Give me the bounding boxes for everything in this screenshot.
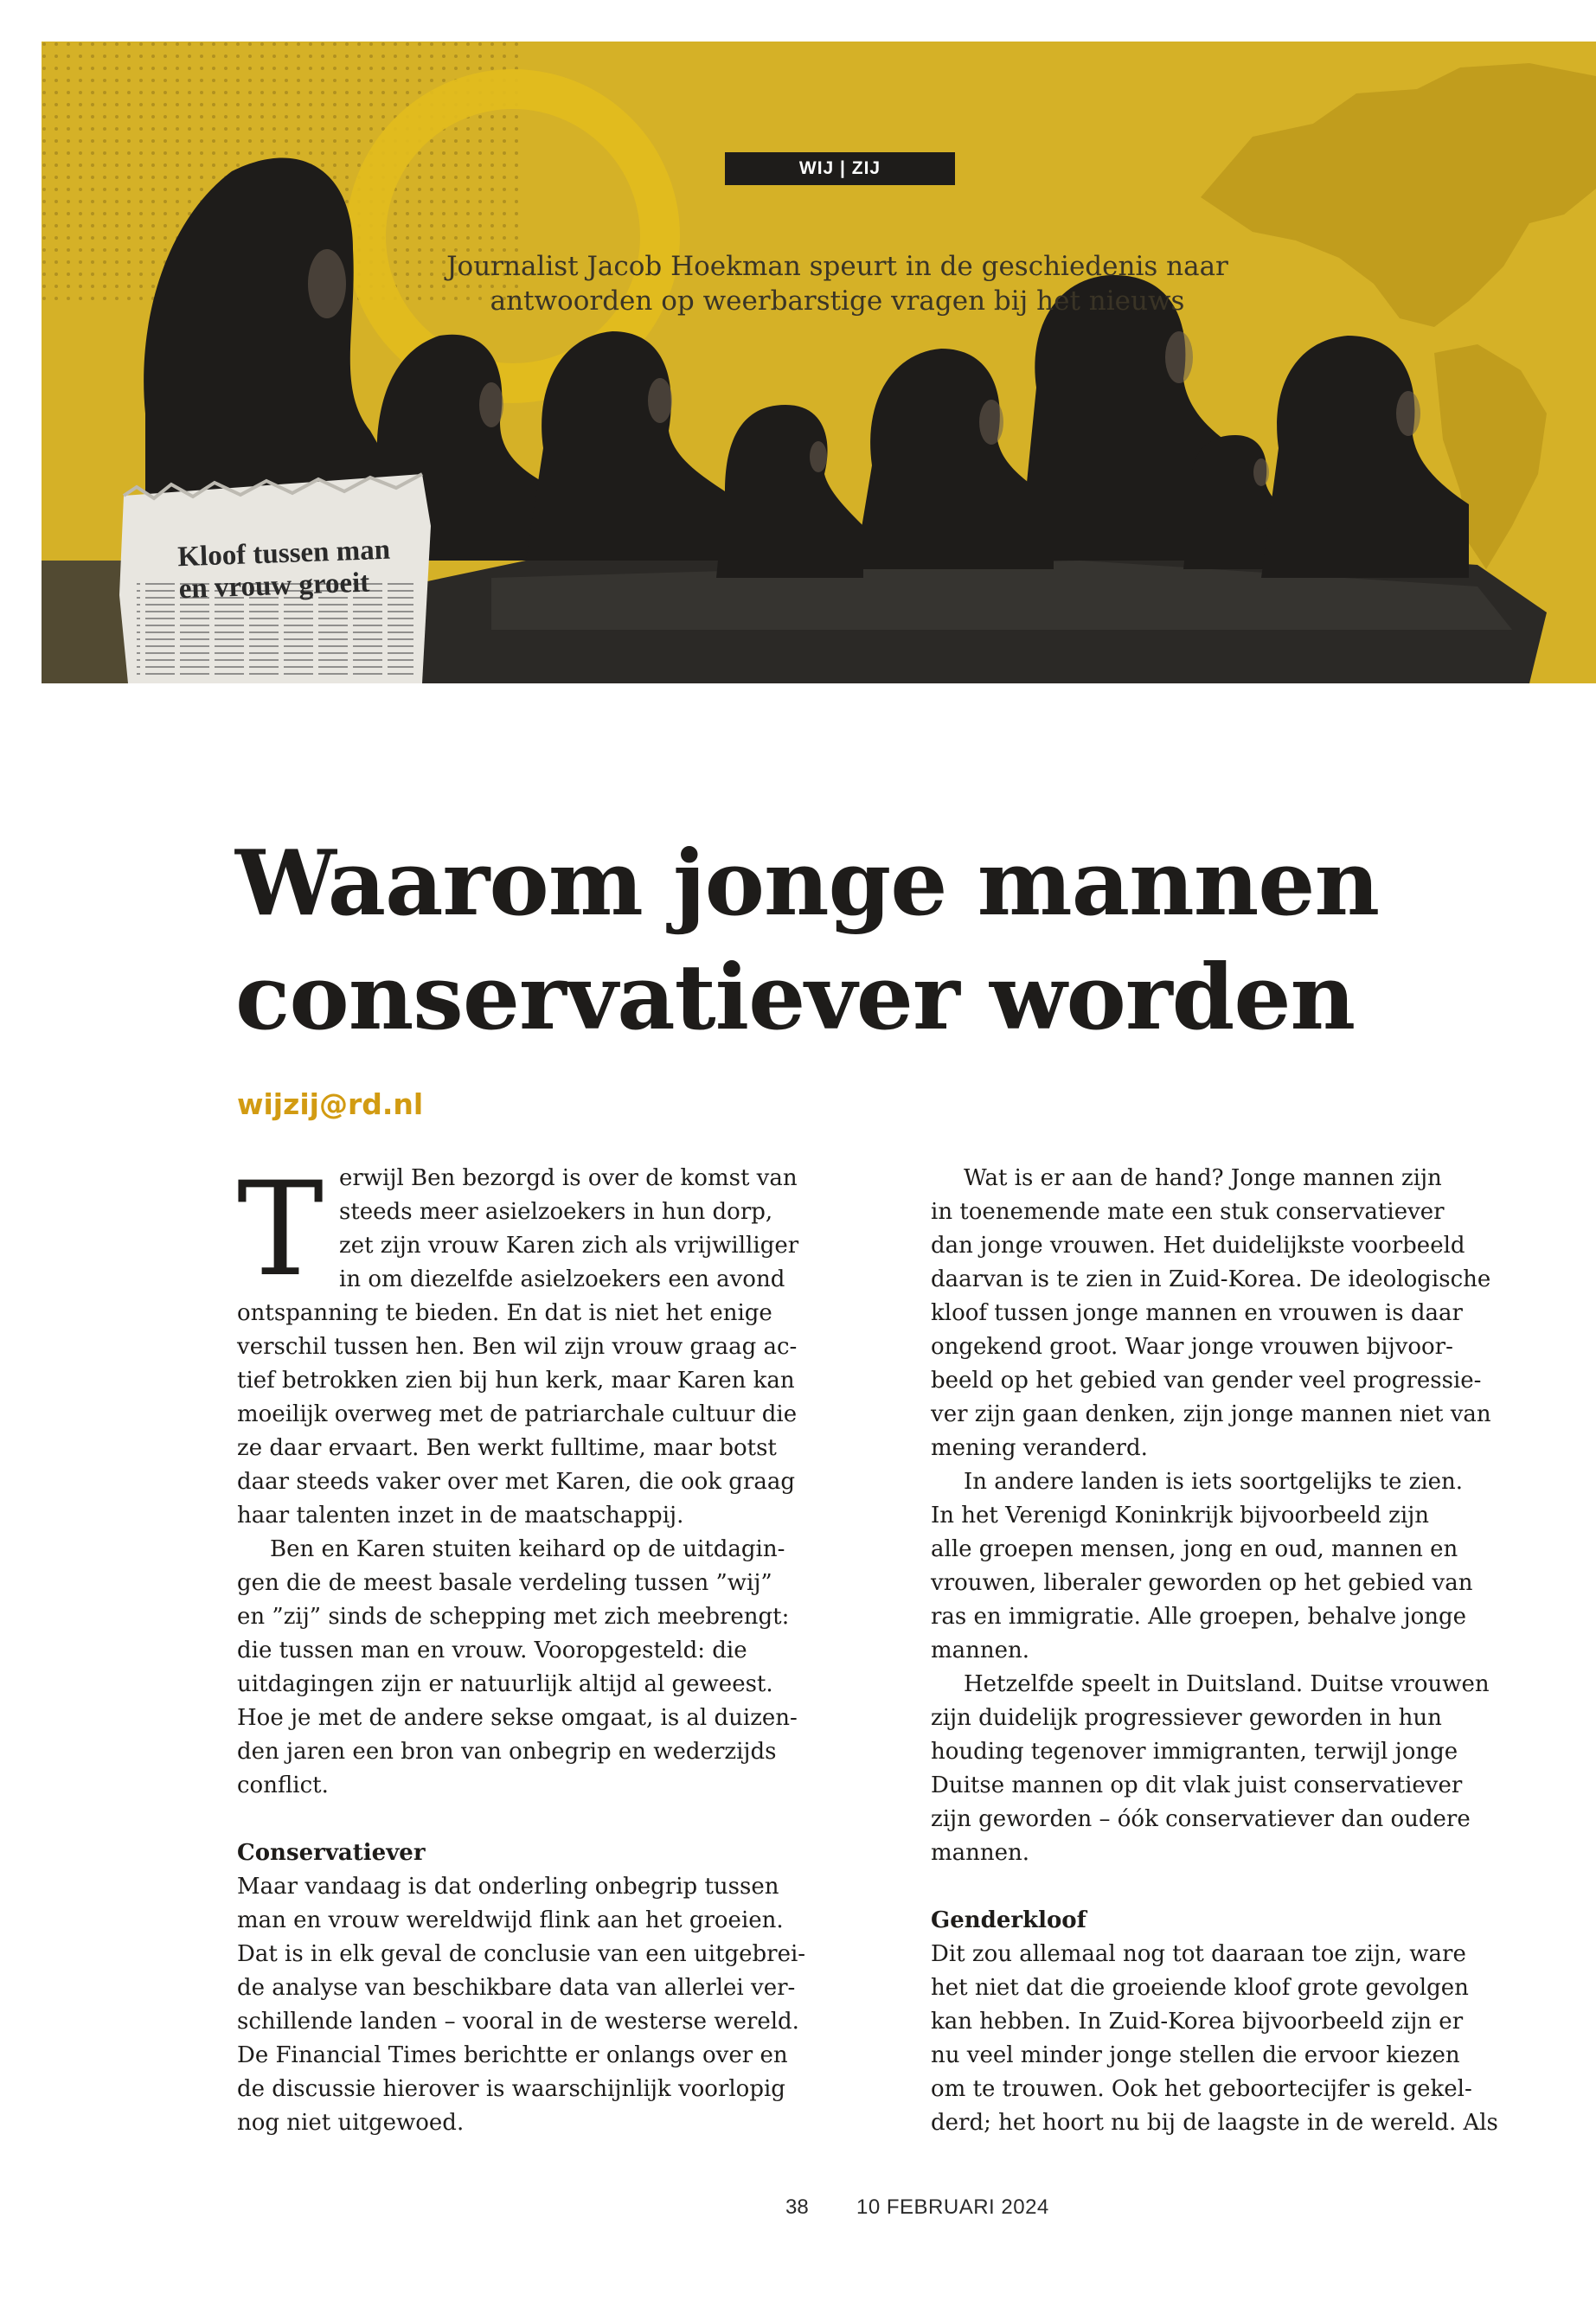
- hero-illustration: [42, 42, 1596, 683]
- body-text-line: moeilijk overweg met de patriarchale cultuur die: [237, 1401, 798, 1427]
- body-text-line: derd; het hoort nu bij de laagste in de wereld. Als: [931, 2110, 1498, 2136]
- body-text-line: In andere landen is iets soortgelijks te zien.: [964, 1469, 1464, 1495]
- body-text-line: in toenemende mate een stuk conservatiever: [931, 1199, 1445, 1225]
- clipping-headline: [177, 533, 439, 606]
- page-number: 38: [785, 2195, 809, 2219]
- body-text-line: ongekend groot. Waar jonge vrouwen bijvoor-: [931, 1334, 1453, 1360]
- contact-email-link[interactable]: wijzij@rd.nl: [237, 1087, 424, 1121]
- body-text-line: kloof tussen jonge mannen en vrouwen is daar: [931, 1300, 1463, 1326]
- intro-line: Journalist Jacob Hoekman speurt in de geschiedenis naar: [446, 251, 1228, 282]
- article-column-left: [237, 1155, 806, 2140]
- body-text-line: alle groepen mensen, jong en oud, mannen en: [931, 1536, 1458, 1562]
- body-text-line: nu veel minder jonge stellen die ervoor kiezen: [931, 2042, 1460, 2068]
- body-text-line: verschil tussen hen. Ben wil zijn vrouw graag ac-: [237, 1334, 798, 1360]
- drop-cap: T: [237, 1155, 324, 1305]
- body-text-line: de analyse van beschikbare data van allerlei ver-: [237, 1975, 796, 2001]
- section-subheading: Conservatiever: [237, 1840, 426, 1866]
- body-text-line: Wat is er aan de hand? Jonge mannen zijn: [964, 1165, 1442, 1191]
- body-text-line: ze daar ervaart. Ben werkt fulltime, maar botst: [237, 1435, 777, 1461]
- body-text-line: houding tegenover immigranten, terwijl jonge: [931, 1739, 1458, 1765]
- body-text-line: zijn geworden – óók conservatiever dan oudere: [931, 1806, 1471, 1832]
- body-text-line: erwijl Ben bezorgd is over de komst van: [339, 1165, 798, 1191]
- body-text-line: conflict.: [237, 1772, 329, 1798]
- body-text-line: die tussen man en vrouw. Vooropgesteld: die: [237, 1638, 747, 1663]
- body-text-line: De Financial Times berichtte er onlangs over en: [237, 2042, 788, 2068]
- body-text-line: daarvan is te zien in Zuid-Korea. De ideologische: [931, 1266, 1491, 1292]
- body-text-line: schillende landen – vooral in de westerse wereld.: [237, 2009, 799, 2035]
- body-text-line: gen die de meest basale verdeling tussen ”wij”: [237, 1570, 772, 1596]
- body-text-line: het niet dat die groeiende kloof grote gevolgen: [931, 1975, 1469, 2001]
- column-intro: [405, 249, 1270, 318]
- body-text-line: Duitse mannen op dit vlak juist conservatiever: [931, 1772, 1463, 1798]
- issue-date: 10 FEBRUARI 2024: [856, 2195, 1049, 2219]
- body-text-line: [237, 1803, 791, 1836]
- body-text-line: zet zijn vrouw Karen zich als vrijwilliger: [339, 1233, 799, 1259]
- body-text-line: vrouwen, liberaler geworden op het gebied van: [931, 1570, 1473, 1596]
- body-text-line: mannen.: [931, 1840, 1030, 1866]
- body-text-line: man en vrouw wereldwijd flink aan het groeien.: [237, 1907, 784, 1933]
- body-text-line: daar steeds vaker over met Karen, die ook graag: [237, 1469, 796, 1495]
- body-text-line: uitdagingen zijn er natuurlijk altijd al geweest.: [237, 1671, 773, 1697]
- body-text-line: ver zijn gaan denken, zijn jonge mannen niet van: [931, 1401, 1491, 1427]
- body-text-line: in om diezelfde asielzoekers een avond: [339, 1266, 785, 1292]
- body-text-line: Hoe je met de andere sekse omgaat, is al duizen-: [237, 1705, 798, 1731]
- body-text-line: de discussie hierover is waarschijnlijk voorlopig: [237, 2076, 785, 2102]
- body-text-line: Hetzelfde speelt in Duitsland. Duitse vrouwen: [964, 1671, 1490, 1697]
- body-text-line: In het Verenigd Koninkrijk bijvoorbeeld zijn: [931, 1503, 1429, 1529]
- body-text-line: Maar vandaag is dat onderling onbegrip tussen: [237, 1874, 779, 1900]
- body-text-line: beeld op het gebied van gender veel progressie-: [931, 1368, 1482, 1394]
- body-text-line: mening veranderd.: [931, 1435, 1148, 1461]
- clipping-line: Kloof tussen man: [176, 534, 391, 574]
- body-text-line: nog niet uitgewoed.: [237, 2110, 465, 2136]
- body-text-line: tief betrokken zien bij hun kerk, maar Karen kan: [237, 1368, 795, 1394]
- body-text-line: haar talenten inzet in de maatschappij.: [237, 1503, 684, 1529]
- clipping-line: en vrouw groeit: [178, 567, 370, 606]
- body-text-line: steeds meer asielzoekers in hun dorp,: [339, 1199, 773, 1225]
- body-text-line: kan hebben. In Zuid-Korea bijvoorbeeld zijn er: [931, 2009, 1464, 2035]
- section-kicker: WIJ | ZIJ: [725, 152, 955, 185]
- body-text-line: om te trouwen. Ook het geboortecijfer is gekel-: [931, 2076, 1472, 2102]
- body-text-line: [931, 1870, 1484, 1904]
- body-text-line: zijn duidelijk progressiever geworden in hun: [931, 1705, 1442, 1731]
- intro-line: antwoorden op weerbarstige vragen bij het nieuws: [490, 285, 1185, 317]
- article-title: [235, 826, 1446, 1054]
- body-text-line: Dat is in elk geval de conclusie van een uitgebrei-: [237, 1941, 806, 1967]
- body-text-line: den jaren een bron van onbegrip en wederzijds: [237, 1739, 777, 1765]
- body-text-line: dan jonge vrouwen. Het duidelijkste voorbeeld: [931, 1233, 1465, 1259]
- section-subheading: Genderkloof: [931, 1907, 1086, 1933]
- title-line: Waarom jonge mannen: [235, 830, 1380, 936]
- body-text-line: Dit zou allemaal nog tot daaraan toe zijn, ware: [931, 1941, 1466, 1967]
- body-text-line: Ben en Karen stuiten keihard op de uitdagin-: [270, 1536, 785, 1562]
- title-line: conservatiever worden: [235, 944, 1356, 1050]
- body-text-line: en ”zij” sinds de schepping met zich meebrengt:: [237, 1604, 790, 1630]
- body-text-line: ras en immigratie. Alle groepen, behalve jonge: [931, 1604, 1467, 1630]
- body-text-line: mannen.: [931, 1638, 1030, 1663]
- body-text-line: ontspanning te bieden. En dat is niet het enige: [237, 1300, 772, 1326]
- article-column-right: [931, 1162, 1498, 2140]
